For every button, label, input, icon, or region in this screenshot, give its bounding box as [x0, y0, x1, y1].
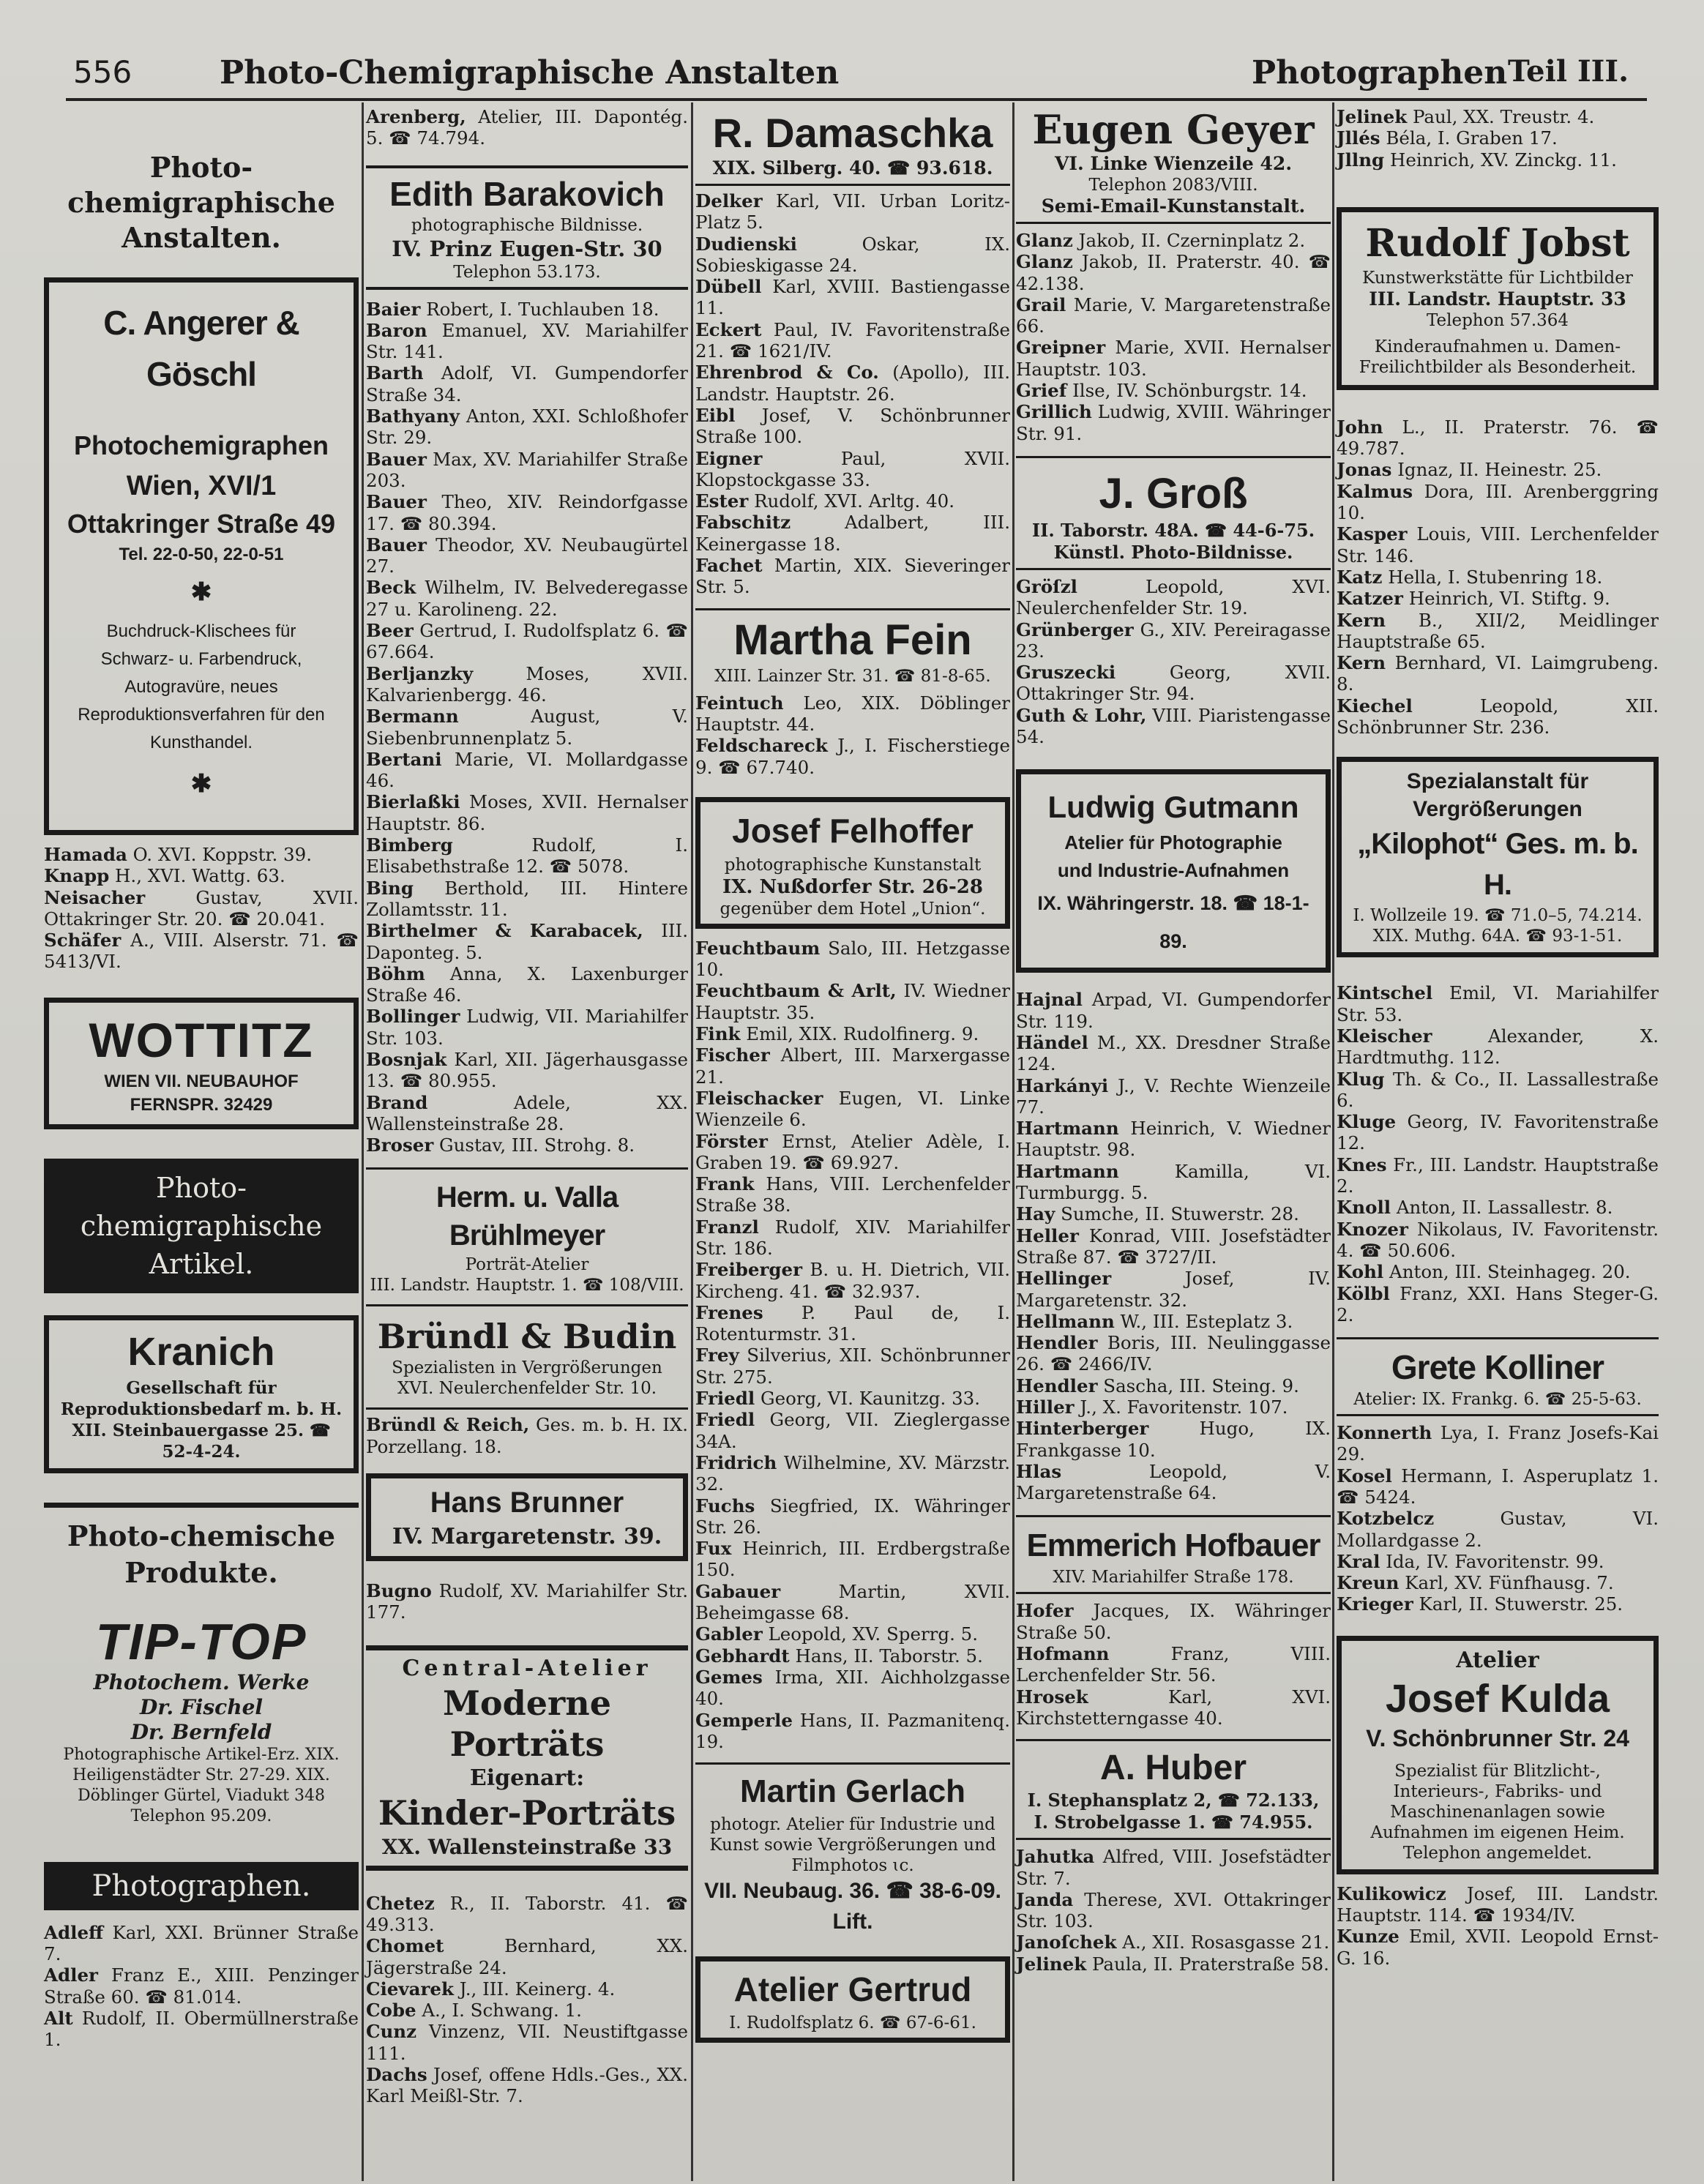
- header-right-title: Photographen: [1252, 54, 1508, 91]
- ad-bruehlmeyer-name: Herm. u. Valla Brühlmeyer: [436, 1181, 619, 1252]
- listing-entry: Hay Sumche, II. Stuwerstr. 28.: [1016, 1203, 1299, 1225]
- ad-kulda-line1: V. Schönbrunner Str. 24: [1366, 1724, 1629, 1751]
- ad-angerer-goeschl: [44, 277, 359, 835]
- ad-huber-name: A. Huber: [1099, 1749, 1247, 1788]
- listing-entry: Chetez R., II. Taborstr. 41. ☎ 49.313.: [366, 1892, 688, 1935]
- listing-entry: Gabler Leopold, XV. Sperrg. 5.: [695, 1623, 979, 1645]
- column-separator: [691, 102, 693, 2181]
- divider-rule: [1016, 568, 1331, 570]
- listing-entry: Böhm Anna, X. Laxenburger Straße 46.: [366, 962, 688, 1006]
- listing-group: [366, 1414, 688, 1457]
- listing-entry: Brand Adele, XX. Wallensteinstraße 28.: [366, 1091, 688, 1134]
- ad-geyer-line3: Semi-Email-Kunstanstalt.: [1041, 195, 1306, 217]
- listing-entry: Fachet Martin, XIX. Sieveringer Str. 5.: [695, 555, 1010, 598]
- listing-entry: Bosnjak Karl, XII. Jägerhausgasse 13. ☎ 80.955.: [366, 1048, 688, 1092]
- ad-damaschka-line1: XIX. Silberg. 40. ☎ 93.618.: [712, 157, 993, 179]
- ad-central-line4: XX. Wallensteinstraße 33: [381, 1834, 673, 1859]
- listing-entry: Kreun Karl, XV. Fünfhausg. 7.: [1337, 1572, 1614, 1594]
- listing-entry: Fux Heinrich, III. Erdbergstraße 150.: [695, 1538, 1011, 1581]
- column-separator: [1332, 102, 1334, 2181]
- listing-group: [1016, 1600, 1331, 1729]
- listing-entry: Cobe A., I. Schwang. 1.: [366, 2000, 582, 2022]
- ad-kulda-line0: Atelier: [1456, 1647, 1539, 1673]
- listing-entry: Kern B., XII/2, Meidlinger Hauptstraße 65.: [1337, 609, 1659, 652]
- listing-entry: Hendler Sascha, III. Steing. 9.: [1016, 1375, 1299, 1396]
- listing-entry: Ester Rudolf, XVI. Arltg. 40.: [695, 490, 955, 512]
- divider-rule: [366, 1407, 688, 1410]
- header-part: Teil III.: [1508, 54, 1629, 89]
- ad-hans-brunner: [366, 1473, 688, 1561]
- listing-entry: Adleff Karl, XXI. Brünner Straße 7.: [44, 1921, 359, 1965]
- listing-entry: Knozer Nikolaus, IV. Favoritenstr. 4. ☎ 50.606.: [1337, 1218, 1659, 1261]
- ad-wottitz-line1: WIEN VII. NEUBAUHOF: [104, 1071, 299, 1091]
- listing-entry: Förster Ernst, Atelier Adèle, I. Graben 19. ☎ 69.927.: [695, 1130, 1010, 1173]
- listing-entry: Heller Konrad, VIII. Josefstädter Straße 87. ☎ 3727/II.: [1016, 1224, 1331, 1268]
- page-number: 556: [73, 54, 132, 90]
- ad-gerlach-line2: VII. Neubaug. 36. ☎ 38-6-09. Lift.: [704, 1879, 1001, 1934]
- listing-entry: Frenes P. Paul de, I. Rotenturmstr. 31.: [695, 1301, 1010, 1345]
- listing-entry: Franzl Rudolf, XIV. Mariahilfer Str. 186.: [695, 1216, 1010, 1259]
- listing-entry: Kral Ida, IV. Favoritenstr. 99.: [1337, 1550, 1604, 1572]
- listing-group: [366, 106, 688, 149]
- listing-entry: Bollinger Ludwig, VII. Mariahilfer Str. 103.: [366, 1006, 688, 1049]
- ad-central-line1: Moderne Porträts: [443, 1683, 611, 1764]
- listing-entry: Hamada O. XVI. Koppstr. 39.: [44, 844, 312, 865]
- ad-barakovich-line1: photographische Bildnisse.: [411, 215, 643, 235]
- listing-group: [44, 844, 359, 973]
- divider-rule: [1016, 1838, 1331, 1840]
- ad-huber-line2: I. Strobelgasse 1. ☎ 74.955.: [1034, 1811, 1313, 1833]
- listing-entry: Fleischacker Eugen, VI. Linke Wienzeile 6.: [695, 1087, 1010, 1131]
- listing-entry: Janoſchek A., XII. Rosasgasse 21.: [1016, 1931, 1330, 1953]
- listing-entry: Fuchs Siegfried, IX. Währinger Str. 26.: [695, 1495, 1010, 1538]
- listing-entry: Friedl Georg, VI. Kaunitzg. 33.: [695, 1388, 981, 1410]
- listing-entry: Glanz Jakob, II. Praterstr. 40. ☎ 42.138.: [1016, 251, 1331, 294]
- listing-entry: Chomet Bernhard, XX. Jägerstraße 24.: [366, 1935, 688, 1978]
- ad-geyer-line1: VI. Linke Wienzeile 42.: [1054, 153, 1293, 174]
- divider-rule: [1016, 1739, 1331, 1741]
- ad-felhoffer-line2: IX. Nußdorfer Str. 26-28: [722, 875, 983, 898]
- listing-entry: Bing Berthold, III. Hintere Zollamtsstr. 11.: [366, 877, 688, 920]
- listing-entry: Bauer Theodor, XV. Neubaugürtel 27.: [366, 534, 688, 577]
- listing-entry: Knapp H., XVI. Wattg. 63.: [44, 865, 285, 887]
- listing-entry: Jllés Béla, I. Graben 17.: [1337, 127, 1558, 149]
- ad-atelier-gertrud: [695, 1956, 1010, 2043]
- ad-jobst-line2: III. Landstr. Hauptstr. 33: [1369, 288, 1626, 310]
- ad-bruehlmeyer-line1: Porträt-Atelier: [465, 1255, 589, 1275]
- listing-entry: Hofer Jacques, IX. Währinger Straße 50.: [1016, 1600, 1331, 1643]
- section-heading-produkte: Photo-chemische Produkte.: [67, 1519, 336, 1589]
- listing-entry: Alt Rudolf, II. Obermüllnerstraße 1.: [44, 2007, 359, 2051]
- ad-a-huber: [1016, 1747, 1331, 1833]
- ad-gross-name: J. Groß: [1099, 469, 1248, 517]
- listing-entry: Dachs Josef, offene Hdls.-Ges., XX. Karl Meißl-Str. 7.: [366, 2064, 688, 2107]
- ad-barakovich-line3: Telephon 53.173.: [453, 262, 601, 282]
- ad-kilophot: [1337, 757, 1659, 957]
- divider-rule: [1016, 1515, 1331, 1517]
- listing-group: [1337, 982, 1659, 1325]
- column-3: [695, 106, 1010, 2052]
- listing-entry: Eigner Paul, XVII. Klopstockgasse 33.: [695, 447, 1010, 490]
- listing-entry: Arenberg, Atelier, III. Dapontég. 5. ☎ 74.794.: [366, 106, 689, 149]
- ad-fein-line1: XIII. Lainzer Str. 31. ☎ 81-8-65.: [714, 666, 991, 686]
- listing-group: [1337, 416, 1659, 738]
- listing-entry: Schäfer A., VIII. Alserstr. 71. ☎ 5413/VI.: [44, 930, 359, 973]
- listing-entry: Feldschareck J., I. Fischerstiege 9. ☎ 67.740.: [695, 735, 1010, 778]
- ad-felhoffer-line1: photographische Kunstanstalt: [724, 855, 982, 875]
- ad-wottitz-line2: FERNSPR. 32429: [130, 1094, 273, 1115]
- divider-rule: [366, 1167, 688, 1170]
- ad-kilophot-line2: I. Wollzeile 19. ☎ 71.0–5, 74.214.: [1353, 906, 1643, 926]
- ad-barakovich-name: Edith Barakovich: [389, 174, 665, 213]
- ad-rudolf-jobst: [1337, 207, 1659, 390]
- ad-kranich-name: Kranich: [127, 1329, 275, 1374]
- listing-group: [1337, 1883, 1659, 1969]
- ad-angerer-line4: Tel. 22-0-50, 22-0-51: [119, 545, 284, 564]
- section-rule: [44, 1503, 359, 1508]
- listing-entry: Berljanzky Moses, XVII. Kalvarienbergg. 46.: [366, 662, 688, 706]
- column-separator: [362, 102, 364, 2181]
- ad-central-line0: Central-Atelier: [402, 1655, 652, 1681]
- listing-entry: Kleischer Alexander, X. Hardtmuthg. 112.: [1337, 1025, 1659, 1069]
- divider-rule: [366, 1645, 688, 1650]
- listing-entry: Bauer Theo, XIV. Reindorfgasse 17. ☎ 80.394.: [366, 491, 688, 534]
- ad-barakovich: [366, 165, 688, 290]
- listing-entry: Fabschitz Adalbert, III. Keinergasse 18.: [695, 512, 1010, 555]
- ad-wottitz: [44, 998, 359, 1129]
- ad-tiptop-name: TIP-TOP: [95, 1612, 307, 1670]
- ornament-icon: ✱: [190, 770, 212, 798]
- ad-bruendl-line2: XVI. Neulerchenfelder Str. 10.: [397, 1379, 657, 1399]
- ad-emmerich-hofbauer: [1016, 1525, 1331, 1587]
- listing-entry: Kern Bernhard, VI. Laimgrubeng. 8.: [1337, 652, 1659, 695]
- ad-bruehlmeyer-line2: III. Landstr. Hauptstr. 1. ☎ 108/VIII.: [370, 1276, 684, 1295]
- listing-entry: Katzer Heinrich, VI. Stiftg. 9.: [1337, 588, 1610, 610]
- listing-entry: Kunze Emil, XVII. Leopold Ernst-G. 16.: [1337, 1926, 1659, 1969]
- ad-damaschka: [695, 109, 1010, 179]
- listing-entry: Glanz Jakob, II. Czerninplatz 2.: [1016, 230, 1306, 251]
- listing-group: [1337, 106, 1659, 171]
- listing-entry: Kalmus Dora, III. Arenberggring 10.: [1337, 480, 1659, 524]
- listing-entry: Jahutka Alfred, VIII. Josefstädter Str. 7.: [1016, 1846, 1331, 1889]
- divider-rule: [695, 608, 1010, 610]
- listing-entry: Hellmann W., III. Esteplatz 3.: [1016, 1310, 1293, 1332]
- listing-entry: Gemes Irma, XII. Aichholzgasse 40.: [695, 1666, 1010, 1710]
- listing-entry: Baier Robert, I. Tuchlauben 18.: [366, 298, 659, 320]
- listing-entry: Birthelmer & Karabacek, III. Daponteg. 5.: [366, 920, 689, 963]
- listing-entry: Grillich Ludwig, XVIII. Währinger Str. 91.: [1016, 401, 1331, 444]
- header-rule: [66, 98, 1647, 101]
- ad-barakovich-line2: IV. Prinz Eugen-Str. 30: [392, 236, 662, 261]
- listing-entry: Fridrich Wilhelmine, XV. Märzstr. 32.: [695, 1451, 1010, 1495]
- listing-entry: Gabauer Martin, XVII. Beheimgasse 68.: [695, 1580, 1010, 1624]
- listing-entry: Harkányi J., V. Rechte Wienzeile 77.: [1016, 1074, 1331, 1118]
- listing-entry: Hellinger Josef, IV. Margaretenstr. 32.: [1016, 1268, 1331, 1311]
- listing-group: [695, 938, 1010, 1752]
- ad-brunner-line1: IV. Margaretenstr. 39.: [392, 1524, 662, 1550]
- ad-bruendl-budin: [366, 1311, 688, 1403]
- listing-entry: Jelinek Paula, II. Praterstraße 58.: [1016, 1953, 1329, 1975]
- ad-gutmann-line3: IX. Währingerstr. 18. ☎ 18-1-89.: [1037, 892, 1309, 953]
- ad-bruehlmeyer: [366, 1174, 688, 1300]
- ad-gross-line2: Künstl. Photo-Bildnisse.: [1053, 541, 1293, 563]
- ad-tiptop-line3: Dr. Bernfeld: [130, 1719, 272, 1744]
- column-2: [366, 106, 688, 2107]
- listing-entry: Baron Emanuel, XV. Mariahilfer Str. 141.: [366, 319, 688, 363]
- listing-entry: Grail Marie, V. Margaretenstraße 66.: [1016, 293, 1331, 337]
- listing-entry: Frank Hans, VIII. Lerchenfelder Straße 38.: [695, 1173, 1010, 1216]
- listing-entry: Hartmann Kamilla, VI. Turmburgg. 5.: [1016, 1160, 1331, 1204]
- column-5: [1337, 106, 1659, 1969]
- ad-ludwig-gutmann: [1016, 769, 1331, 973]
- ad-martin-gerlach: [695, 1769, 1010, 1937]
- listing-entry: Beck Wilhelm, IV. Belvederegasse 27 u. Karolineng. 22.: [366, 577, 688, 620]
- ad-tiptop-line1: Photochem. Werke: [93, 1669, 310, 1694]
- listing-group: [1016, 989, 1331, 1503]
- listing-entry: Bierlaßki Moses, XVII. Hernalser Hauptstr. 86.: [366, 791, 688, 834]
- ad-angerer-name: C. Angerer & Göschl: [103, 304, 299, 393]
- ad-kolliner-line1: Atelier: IX. Frankg. 6. ☎ 25-5-63.: [1353, 1390, 1642, 1410]
- divider-rule: [1016, 222, 1331, 224]
- listing-entry: Bugno Rudolf, XV. Mariahilfer Str. 177.: [366, 1580, 688, 1623]
- divider-rule: [1016, 1592, 1331, 1594]
- ad-jobst-line1: Kunstwerkstätte für Lichtbilder: [1362, 268, 1633, 288]
- ad-grete-kolliner: [1337, 1345, 1659, 1410]
- ad-angerer-text: Buchdruck-Klischees für Schwarz- u. Farbendruck, Autogravüre, neues Reproduktionsverfahren für den Kunsthandel.: [78, 621, 325, 752]
- ad-gerlach-name: Martin Gerlach: [739, 1773, 966, 1810]
- ornament-icon: ✱: [190, 578, 212, 606]
- listing-entry: Knes Fr., III. Landstr. Hauptstraße 2.: [1337, 1153, 1659, 1197]
- listing-entry: Kosel Hermann, I. Asperuplatz 1. ☎ 5424.: [1337, 1465, 1659, 1508]
- listing-entry: Kintschel Emil, VI. Mariahilfer Str. 53.: [1337, 982, 1659, 1025]
- listing-entry: Eibl Josef, V. Schönbrunner Straße 100.: [695, 404, 1010, 448]
- listing-group: [366, 299, 688, 1156]
- ad-kolliner-name: Grete Kolliner: [1391, 1348, 1604, 1387]
- listing-entry: Hiller J., X. Favoritenstr. 107.: [1016, 1396, 1288, 1418]
- listing-entry: Kohl Anton, III. Steinhageg. 20.: [1337, 1261, 1631, 1283]
- listing-group: [1337, 1422, 1659, 1615]
- listing-entry: Eckert Paul, IV. Favoritenstraße 21. ☎ 1621/IV.: [695, 318, 1010, 362]
- listing-entry: Hajnal Arpad, VI. Gumpendorfer Str. 119.: [1016, 989, 1331, 1032]
- ad-kilophot-name: „Kilophot“ Ges. m. b. H.: [1357, 828, 1638, 902]
- listing-entry: Broser Gustav, III. Strohg. 8.: [366, 1134, 635, 1156]
- listing-entry: Neisacher Gustav, XVII. Ottakringer Str. 20. ☎ 20.041.: [44, 886, 359, 930]
- ad-kranich-text: Gesellschaft für Reproduktionsbedarf m. b. H. XII. Steinbauergasse 25. ☎ 52-4-24.: [60, 1377, 343, 1462]
- ad-gross-line1: II. Taborstr. 48A. ☎ 44-6-75.: [1031, 519, 1315, 541]
- ad-wottitz-name: WOTTITZ: [89, 1012, 314, 1067]
- ad-eugen-geyer: [1016, 106, 1331, 217]
- ad-gertrud-line1: I. Rudolfsplatz 6. ☎ 67-6-61.: [729, 2013, 976, 2033]
- ad-tiptop-text: Photographische Artikel-Erz. XIX. Heiligenstädter Str. 27-29. XIX. Döblinger Gürtel, Viadukt 348 Telephon 95.209.: [63, 1745, 340, 1825]
- ad-huber-line1: I. Stephansplatz 2, ☎ 72.133,: [1027, 1790, 1320, 1811]
- listing-entry: Bründl & Reich, Ges. m. b. H. IX. Porzellang. 18.: [366, 1414, 689, 1457]
- listing-entry: Bertani Marie, VI. Mollardgasse 46.: [366, 748, 688, 792]
- ad-damaschka-name: R. Damaschka: [712, 110, 993, 156]
- ad-angerer-line2: Wien, XVI/1: [126, 471, 277, 501]
- listing-entry: Kiechel Leopold, XII. Schönbrunner Str. 236.: [1337, 695, 1659, 738]
- ad-kulda-name: Josef Kulda: [1385, 1676, 1610, 1721]
- listing-entry: Barth Adolf, VI. Gumpendorfer Straße 34.: [366, 362, 688, 405]
- listing-entry: Feintuch Leo, XIX. Döblinger Hauptstr. 44.: [695, 692, 1010, 735]
- divider-rule: [366, 1866, 688, 1871]
- divider-rule: [695, 184, 1010, 186]
- section-heading-photographen: Photographen.: [44, 1862, 359, 1910]
- listing-entry: Kölbl Franz, XXI. Hans Steger-G. 2.: [1337, 1282, 1659, 1325]
- ad-bruendl-line1: Spezialisten in Vergrößerungen: [392, 1358, 662, 1378]
- ad-josef-kulda: [1337, 1636, 1659, 1874]
- ad-gutmann-line1: Atelier für Photographie: [1064, 831, 1282, 854]
- listing-entry: Dudienski Oskar, IX. Sobieskigasse 24.: [695, 233, 1010, 276]
- ad-kilophot-line1: Vergrößerungen: [1413, 797, 1582, 822]
- ad-geyer-line2: Telephon 2083/VIII.: [1088, 176, 1258, 195]
- column-1: [44, 106, 359, 2051]
- listing-entry: Hrosek Karl, XVI. Kirchstetterngasse 40.: [1016, 1686, 1331, 1729]
- ad-gerlach-text: photogr. Atelier für Industrie und Kunst sowie Vergrößerungen und Filmphotos ɩc.: [709, 1815, 996, 1876]
- listing-group: [44, 1922, 359, 2051]
- listing-entry: Gebhardt Hans, II. Taborstr. 5.: [695, 1645, 983, 1667]
- listing-entry: Bathyany Anton, XXI. Schloßhofer Str. 29.: [366, 405, 688, 449]
- ad-brunner-name: Hans Brunner: [430, 1486, 624, 1519]
- ad-jobst-line4: Kinderaufnahmen u. Damen-Freilichtbilder als Besonderheit.: [1359, 337, 1637, 377]
- divider-rule: [1337, 1414, 1659, 1416]
- listing-entry: Bermann August, V. Siebenbrunnenplatz 5.: [366, 706, 688, 749]
- listing-entry: Greipner Marie, XVII. Hernalser Hauptstr. 103.: [1016, 337, 1331, 380]
- listing-entry: Janda Therese, XVI. Ottakringer Str. 103.: [1016, 1888, 1331, 1932]
- ad-hofbauer-name: Emmerich Hofbauer: [1026, 1527, 1320, 1564]
- ad-kranich: [44, 1315, 359, 1473]
- listing-entry: Kluge Georg, IV. Favoritenstraße 12.: [1337, 1111, 1659, 1154]
- listing-entry: Hendler Boris, III. Neulinggasse 26. ☎ 2466/IV.: [1016, 1332, 1331, 1375]
- listing-entry: Katz Hella, I. Stubenring 18.: [1337, 566, 1603, 588]
- listing-entry: Klug Th. & Co., II. Lassallestraße 6.: [1337, 1068, 1659, 1111]
- listing-entry: Gröſzl Leopold, XVI. Neulerchenfelder Str. 19.: [1016, 575, 1331, 619]
- listing-entry: Hartmann Heinrich, V. Wiedner Hauptstr. 98.: [1016, 1118, 1331, 1161]
- ad-j-gross: [1016, 468, 1331, 564]
- ad-felhoffer-line3: gegenüber dem Hotel „Union“.: [720, 899, 986, 919]
- listing-group: [1016, 1846, 1331, 1975]
- divider-rule: [695, 1762, 1010, 1765]
- listing-entry: Knoll Anton, II. Lassallestr. 8.: [1337, 1197, 1613, 1219]
- listing-entry: Händel M., XX. Dresdner Straße 124.: [1016, 1031, 1331, 1075]
- header-left-title: Photo-Chemigraphische Anstalten: [220, 54, 840, 91]
- ad-felhoffer-name: Josef Felhoffer: [732, 811, 974, 850]
- listing-group: [366, 1580, 688, 1623]
- listing-entry: Delker Karl, VII. Urban Loritz-Platz 5.: [695, 190, 1010, 233]
- listing-entry: Cievarek J., III. Keinerg. 4.: [366, 1978, 616, 2000]
- listing-entry: Grünberger G., XIV. Pereiragasse 23.: [1016, 618, 1331, 662]
- listing-entry: Konnerth Lya, I. Franz Josefs-Kai 29.: [1337, 1422, 1659, 1465]
- listing-entry: Ehrenbrod & Co. (Apollo), III. Landstr. Hauptstr. 26.: [695, 362, 1010, 405]
- listing-entry: Gruszecki Georg, XVII. Ottakringer Str. 94.: [1016, 662, 1331, 705]
- listing-entry: Bauer Max, XV. Mariahilfer Straße 203.: [366, 448, 688, 491]
- listing-entry: Freiberger B. u. H. Dietrich, VII. Kircheng. 41. ☎ 32.937.: [695, 1259, 1010, 1302]
- ad-kulda-text: Spezialist für Blitzlicht-, Interieurs-, Fabriks- und Maschinenanlagen sowie Aufnahmen im eigenen Heim. Telephon angemeldet.: [1370, 1761, 1625, 1863]
- divider-rule: [366, 1304, 688, 1306]
- ad-angerer-line1: Photochemigraphen: [73, 430, 329, 460]
- listing-entry: Hofmann Franz, VIII. Lerchenfelder Str. 56.: [1016, 1643, 1331, 1686]
- ad-angerer-line3: Ottakringer Straße 49: [67, 509, 336, 539]
- listing-entry: Gemperle Hans, II. Pazmanitenq. 19.: [695, 1709, 1011, 1752]
- listing-entry: Jonas Ignaz, II. Heinestr. 25.: [1337, 459, 1602, 481]
- ad-hofbauer-line1: XIV. Mariahilfer Straße 178.: [1053, 1568, 1294, 1587]
- ad-fein-name: Martha Fein: [733, 616, 972, 664]
- ad-kilophot-line3: XIX. Muthg. 64A. ☎ 93-1-51.: [1372, 927, 1623, 946]
- ad-gertrud-name: Atelier Gertrud: [733, 1970, 972, 2009]
- listing-entry: Kasper Louis, VIII. Lerchenfelder Str. 146.: [1337, 523, 1659, 566]
- listing-entry: Jelinek Paul, XX. Treustr. 4.: [1337, 106, 1595, 127]
- listing-group: [695, 190, 1010, 598]
- page-header: [73, 54, 1647, 98]
- ad-gutmann-name: Ludwig Gutmann: [1047, 790, 1299, 825]
- listing-group: [695, 692, 1010, 778]
- ad-jobst-line3: Telephon 57.364: [1426, 310, 1569, 330]
- column-4: [1016, 106, 1331, 1975]
- ad-central-line2: Eigenart:: [469, 1765, 585, 1791]
- listing-entry: Kotzbelcz Gustav, VI. Mollardgasse 2.: [1337, 1508, 1659, 1551]
- listing-entry: Fischer Albert, III. Marxergasse 21.: [695, 1044, 1010, 1088]
- listing-entry: Kulikowicz Josef, III. Landstr. Hauptstr. 114. ☎ 1934/IV.: [1337, 1882, 1659, 1926]
- listing-entry: Beer Gertrud, I. Rudolfsplatz 6. ☎ 67.664.: [366, 620, 688, 663]
- ad-geyer-name: Eugen Geyer: [1032, 106, 1315, 153]
- ad-central-line3: Kinder-Porträts: [378, 1792, 676, 1833]
- listing-group: [366, 1893, 688, 2107]
- section-heading-artikel: Photo-chemigraphische Artikel.: [44, 1159, 359, 1293]
- listing-entry: Guth & Lohr, VIII. Piaristengasse 54.: [1016, 704, 1331, 748]
- listing-entry: Cunz Vinzenz, VII. Neustiftgasse 111.: [366, 2021, 688, 2064]
- ad-bruendl-name: Bründl & Budin: [377, 1317, 677, 1357]
- listing-entry: Grief Ilse, IV. Schönburgstr. 14.: [1016, 380, 1307, 402]
- ad-martha-fein: [695, 615, 1010, 687]
- listing-group: [1016, 230, 1331, 444]
- listing-entry: Jllng Heinrich, XV. Zinckg. 11.: [1337, 149, 1617, 171]
- ad-gutmann-line2: und Industrie-Aufnahmen: [1057, 859, 1290, 882]
- listing-entry: Adler Franz E., XIII. Penzinger Straße 60. ☎ 81.014.: [44, 1964, 359, 2008]
- listing-entry: Hinterberger Hugo, IX. Frankgasse 10.: [1016, 1418, 1331, 1461]
- listing-entry: Dübell Karl, XVIII. Bastiengasse 11.: [695, 276, 1011, 319]
- column-separator: [1012, 102, 1014, 2181]
- listing-entry: Krieger Karl, II. Stuwerstr. 25.: [1337, 1593, 1623, 1615]
- ad-felhoffer: [695, 797, 1010, 929]
- ad-kilophot-line0: Spezialanstalt für: [1406, 769, 1589, 794]
- ad-jobst-name: Rudolf Jobst: [1365, 220, 1630, 266]
- ad-tip-top: [44, 1613, 359, 1827]
- ad-tiptop-line2: Dr. Fischel: [139, 1694, 264, 1719]
- listing-entry: Friedl Georg, VII. Zieglergasse 34A.: [695, 1409, 1010, 1452]
- divider-rule: [1337, 1337, 1659, 1339]
- listing-entry: Fink Emil, XIX. Rudolfinerg. 9.: [695, 1023, 979, 1045]
- listing-entry: Frey Silverius, XII. Schönbrunner Str. 275.: [695, 1345, 1010, 1388]
- listing-entry: Feuchtbaum Salo, III. Hetzgasse 10.: [695, 937, 1010, 981]
- listing-entry: Bimberg Rudolf, I. Elisabethstraße 12. ☎ 5078.: [366, 834, 688, 878]
- listing-group: [1016, 576, 1331, 747]
- listing-entry: Hlas Leopold, V. Margaretenstraße 64.: [1016, 1460, 1331, 1504]
- divider-rule: [1016, 456, 1331, 458]
- section-heading-anstalten: Photo-chemigraphische Anstalten.: [67, 151, 335, 254]
- listing-entry: Feuchtbaum & Arlt, IV. Wiedner Hauptstr. 35.: [695, 980, 1010, 1023]
- listing-entry: John L., II. Praterstr. 76. ☎ 49.787.: [1337, 416, 1659, 460]
- ad-central-atelier: [366, 1645, 688, 1871]
